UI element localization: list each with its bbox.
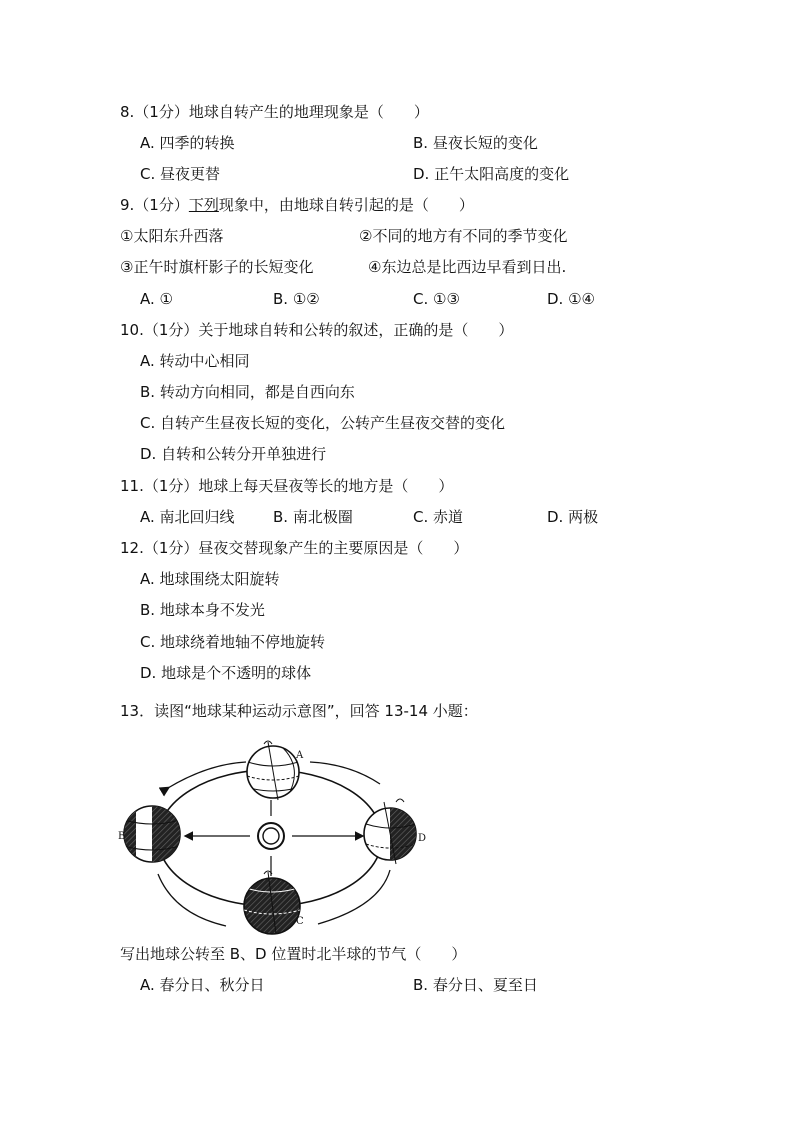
orbit-direction-arc-top-left bbox=[168, 762, 246, 788]
q11-option-c[interactable]: C. 赤道 bbox=[413, 508, 464, 526]
q11-option-d[interactable]: D. 两极 bbox=[547, 508, 599, 526]
q9-option-c[interactable]: C. ①③ bbox=[413, 290, 460, 308]
q13-sub-stem: 写出地球公转至 B、D 位置时北半球的节气（ ） bbox=[120, 945, 467, 963]
q10-stem: 10.（1分）关于地球自转和公转的叙述，正确的是（ ） bbox=[120, 321, 514, 339]
q10-option-a[interactable]: A. 转动中心相同 bbox=[140, 352, 250, 370]
earth-position-a bbox=[247, 741, 299, 800]
q9-option-d[interactable]: D. ①④ bbox=[547, 290, 595, 308]
q8-option-b[interactable]: B. 昼夜长短的变化 bbox=[413, 134, 538, 152]
orbit-direction-arc-bottom-left bbox=[158, 874, 226, 926]
q13-option-a[interactable]: A. 春分日、秋分日 bbox=[140, 976, 265, 994]
orbit-direction-arc-top-right bbox=[310, 762, 380, 784]
q12-option-d[interactable]: D. 地球是个不透明的球体 bbox=[140, 664, 312, 682]
q13-stem: 13．读图“地球某种运动示意图”，回答 13-14 小题： bbox=[120, 702, 478, 720]
q12-option-b[interactable]: B. 地球本身不发光 bbox=[140, 601, 265, 619]
q11-option-a[interactable]: A. 南北回归线 bbox=[140, 508, 235, 526]
q11-stem: 11.（1分）地球上每天昼夜等长的地方是（ ） bbox=[120, 477, 454, 495]
earth-position-b bbox=[122, 798, 192, 878]
label-b: B bbox=[118, 831, 126, 842]
q8-stem: 8.（1分）地球自转产生的地理现象是（ ） bbox=[120, 103, 429, 121]
q10-option-c[interactable]: C. 自转产生昼夜长短的变化，公转产生昼夜交替的变化 bbox=[140, 414, 506, 432]
q8-option-c[interactable]: C. 昼夜更替 bbox=[140, 165, 221, 183]
earth-orbit-diagram bbox=[118, 738, 438, 938]
q9-stem bbox=[120, 195, 474, 215]
q9-statement-3: ③正午时旗杆影子的长短变化 bbox=[120, 258, 314, 276]
q9-stem-underlined: 下列 bbox=[188, 196, 219, 214]
label-a: A bbox=[296, 750, 304, 761]
q8-option-d[interactable]: D. 正午太阳高度的变化 bbox=[413, 165, 570, 183]
q12-option-c[interactable]: C. 地球绕着地轴不停地旋转 bbox=[140, 633, 326, 651]
earth-position-c bbox=[244, 871, 300, 934]
q10-option-b[interactable]: B. 转动方向相同，都是自西向东 bbox=[140, 383, 355, 401]
orbit-direction-arc-bottom-right bbox=[318, 870, 390, 924]
q9-statement-4: ④东边总是比西边早看到日出. bbox=[368, 258, 567, 276]
q12-stem: 12.（1分）昼夜交替现象产生的主要原因是（ ） bbox=[120, 539, 469, 557]
q9-stem-prefix: 9.（1分） bbox=[120, 196, 189, 214]
q9-stem-suffix: 现象中，由地球自转引起的是（ ） bbox=[218, 196, 474, 214]
label-c: C bbox=[296, 916, 304, 927]
q13-option-b[interactable]: B. 春分日、夏至日 bbox=[413, 976, 538, 994]
q9-option-b[interactable]: B. ①② bbox=[273, 290, 320, 308]
sun-icon bbox=[258, 823, 284, 849]
q9-statement-1: ①太阳东升西落 bbox=[120, 227, 224, 245]
q9-option-a[interactable]: A. ① bbox=[140, 290, 173, 308]
q12-option-a[interactable]: A. 地球围绕太阳旋转 bbox=[140, 570, 280, 588]
q10-option-d[interactable]: D. 自转和公转分开单独进行 bbox=[140, 445, 327, 463]
q8-option-a[interactable]: A. 四季的转换 bbox=[140, 134, 235, 152]
q11-option-b[interactable]: B. 南北极圈 bbox=[273, 508, 353, 526]
label-d: D bbox=[418, 833, 427, 844]
q9-statement-2: ②不同的地方有不同的季节变化 bbox=[359, 227, 568, 245]
